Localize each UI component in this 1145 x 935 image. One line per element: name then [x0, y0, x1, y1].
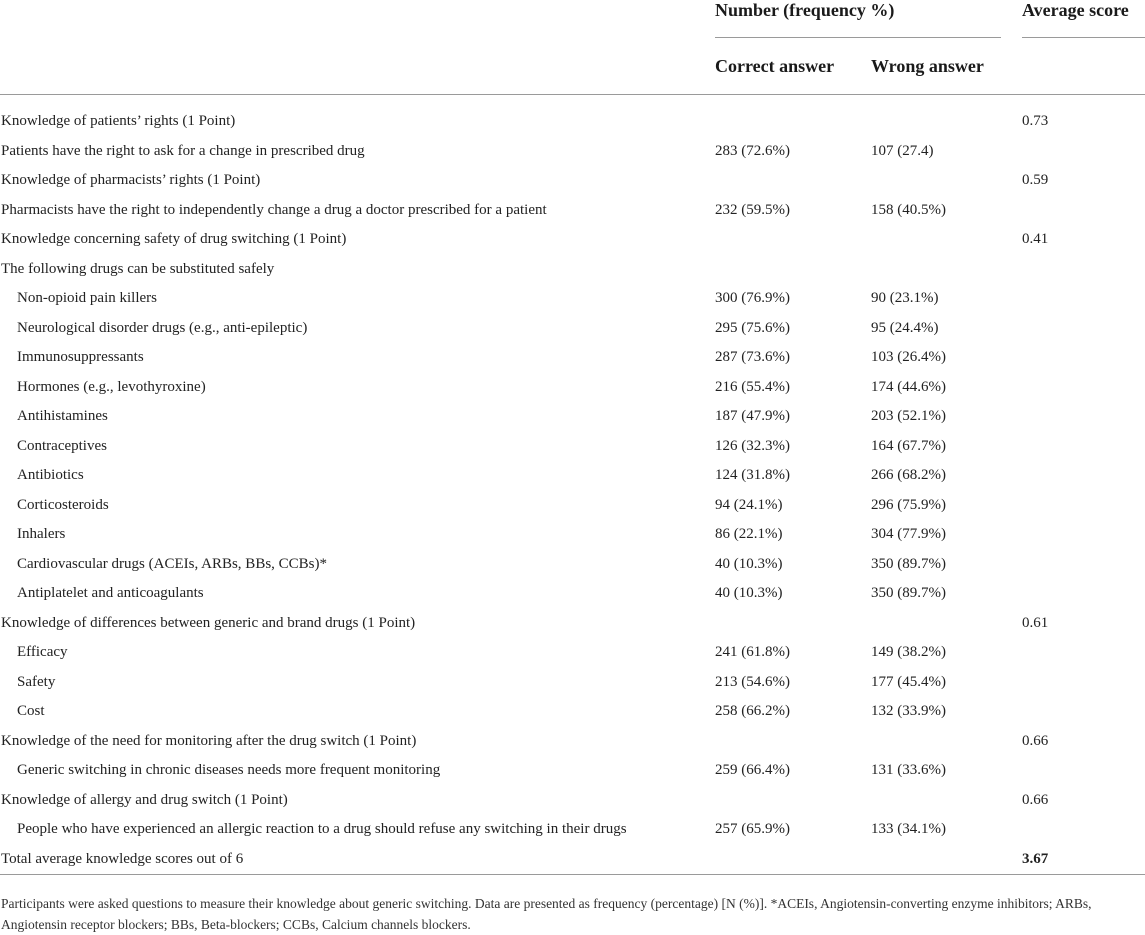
row-label: Efficacy [17, 644, 68, 660]
row-label: Knowledge of the need for monitoring after the drug switch (1 Point) [1, 732, 417, 749]
row-average-score: 0.66 [1022, 791, 1049, 808]
row-average-score: 0.41 [1022, 231, 1049, 247]
table-row [0, 402, 1145, 432]
row-wrong-answer: 266 (68.2%) [871, 467, 946, 483]
header-average-score: Average score [1022, 0, 1129, 20]
row-label: Knowledge of differences between generic and brand drugs (1 Point) [1, 614, 416, 631]
row-label: Knowledge of pharmacists’ rights (1 Point) [1, 172, 261, 188]
row-average-score: 0.73 [1022, 113, 1049, 129]
row-label: Pharmacists have the right to independently change a drug a doctor prescribed for a patient [1, 201, 547, 218]
row-correct-answer: 287 (73.6%) [715, 349, 790, 365]
row-correct-answer: 295 (75.6%) [715, 319, 790, 336]
row-wrong-answer: 296 (75.9%) [871, 496, 946, 513]
row-label: Immunosuppressants [17, 349, 144, 365]
table-row [0, 461, 1145, 491]
table-row [0, 727, 1145, 757]
table-row [0, 579, 1145, 609]
row-wrong-answer: 164 (67.7%) [871, 437, 946, 454]
row-wrong-answer: 158 (40.5%) [871, 201, 946, 218]
row-wrong-answer: 174 (44.6%) [871, 378, 946, 395]
row-label: Generic switching in chronic diseases needs more frequent monitoring [17, 762, 441, 778]
row-label: Knowledge of allergy and drug switch (1 Point) [1, 791, 288, 808]
row-correct-answer: 283 (72.6%) [715, 142, 790, 159]
table-row [0, 815, 1145, 845]
row-correct-answer: 241 (61.8%) [715, 644, 790, 660]
table-row [0, 550, 1145, 580]
table-row [0, 373, 1145, 403]
table-row [0, 343, 1145, 373]
header-bottom-rule [0, 94, 1145, 95]
row-correct-answer: 257 (65.9%) [715, 821, 790, 837]
row-wrong-answer: 203 (52.1%) [871, 408, 946, 424]
row-label: Hormones (e.g., levothyroxine) [17, 378, 206, 395]
row-label: Knowledge concerning safety of drug switching (1 Point) [1, 231, 347, 247]
row-correct-answer: 258 (66.2%) [715, 703, 790, 719]
row-wrong-answer: 107 (27.4) [871, 142, 934, 159]
table-row [0, 697, 1145, 727]
row-correct-answer: 300 (76.9%) [715, 290, 790, 306]
row-label: Corticosteroids [17, 496, 109, 513]
row-label: Cardiovascular drugs (ACEIs, ARBs, BBs, CCBs)* [17, 555, 328, 572]
table-bottom-rule [0, 874, 1145, 875]
row-wrong-answer: 131 (33.6%) [871, 762, 946, 778]
row-correct-answer: 187 (47.9%) [715, 408, 790, 424]
row-correct-answer: 213 (54.6%) [715, 673, 790, 690]
table-row [0, 284, 1145, 314]
header-correct-answer: Correct answer [715, 56, 835, 76]
table-row [0, 786, 1145, 816]
row-label: Neurological disorder drugs (e.g., anti-epileptic) [17, 319, 308, 336]
row-correct-answer: 94 (24.1%) [715, 496, 783, 513]
row-label: The following drugs can be substituted safely [1, 260, 275, 277]
table-row-total [0, 845, 1145, 875]
table-row [0, 638, 1145, 668]
row-wrong-answer: 133 (34.1%) [871, 821, 946, 837]
header-group-divider [715, 37, 1001, 38]
row-label: Knowledge of patients’ rights (1 Point) [1, 113, 236, 129]
table-row [0, 756, 1145, 786]
table-footnote: Participants were asked questions to measure their knowledge about generic switching. Data are presented as frequency (percentage) [N (%)]. *ACEIs, Angiotensin-converting enzyme inhibitors; ARBs, Angiotensin receptor blockers; BBs, Beta-blockers; CCBs, Calcium channels blockers. [1, 896, 1092, 932]
row-correct-answer: 40 (10.3%) [715, 555, 783, 572]
table-row [0, 225, 1145, 255]
row-wrong-answer: 177 (45.4%) [871, 673, 946, 690]
header-number-frequency: Number (frequency %) [715, 0, 895, 20]
table-row [0, 255, 1145, 285]
table-row [0, 491, 1145, 521]
row-label: Inhalers [17, 526, 66, 542]
header-wrong-answer: Wrong answer [871, 56, 984, 76]
row-wrong-answer: 132 (33.9%) [871, 703, 946, 719]
row-label: Contraceptives [17, 437, 107, 454]
table-row [0, 314, 1145, 344]
row-wrong-answer: 95 (24.4%) [871, 319, 939, 336]
row-label: Non-opioid pain killers [17, 290, 157, 306]
row-label: Antihistamines [17, 408, 108, 424]
row-label: People who have experienced an allergic reaction to a drug should refuse any switching in their drugs [17, 821, 627, 837]
row-correct-answer: 259 (66.4%) [715, 762, 790, 778]
table-row [0, 196, 1145, 226]
row-wrong-answer: 304 (77.9%) [871, 526, 946, 542]
table-row [0, 107, 1145, 137]
row-average-score: 0.59 [1022, 172, 1049, 188]
table-row [0, 432, 1145, 462]
row-wrong-answer: 149 (38.2%) [871, 644, 946, 660]
row-wrong-answer: 350 (89.7%) [871, 585, 946, 601]
row-correct-answer: 40 (10.3%) [715, 585, 783, 601]
table-row [0, 137, 1145, 167]
header-group-divider [1022, 37, 1145, 38]
row-label: Antiplatelet and anticoagulants [17, 585, 204, 601]
row-correct-answer: 216 (55.4%) [715, 378, 790, 395]
row-average-score: 0.66 [1022, 732, 1049, 749]
row-wrong-answer: 350 (89.7%) [871, 555, 946, 572]
row-average-score: 3.67 [1022, 850, 1049, 867]
row-label: Cost [17, 703, 45, 719]
row-average-score: 0.61 [1022, 614, 1049, 631]
table-row [0, 668, 1145, 698]
table-row [0, 520, 1145, 550]
row-label: Safety [17, 673, 56, 690]
row-correct-answer: 86 (22.1%) [715, 526, 783, 542]
row-correct-answer: 124 (31.8%) [715, 467, 790, 483]
table-row [0, 166, 1145, 196]
table-row [0, 609, 1145, 639]
row-label: Antibiotics [17, 467, 84, 483]
row-wrong-answer: 103 (26.4%) [871, 349, 946, 365]
row-correct-answer: 126 (32.3%) [715, 437, 790, 454]
row-label: Patients have the right to ask for a change in prescribed drug [1, 142, 365, 159]
row-wrong-answer: 90 (23.1%) [871, 290, 939, 306]
row-label: Total average knowledge scores out of 6 [1, 850, 244, 867]
row-correct-answer: 232 (59.5%) [715, 201, 790, 218]
